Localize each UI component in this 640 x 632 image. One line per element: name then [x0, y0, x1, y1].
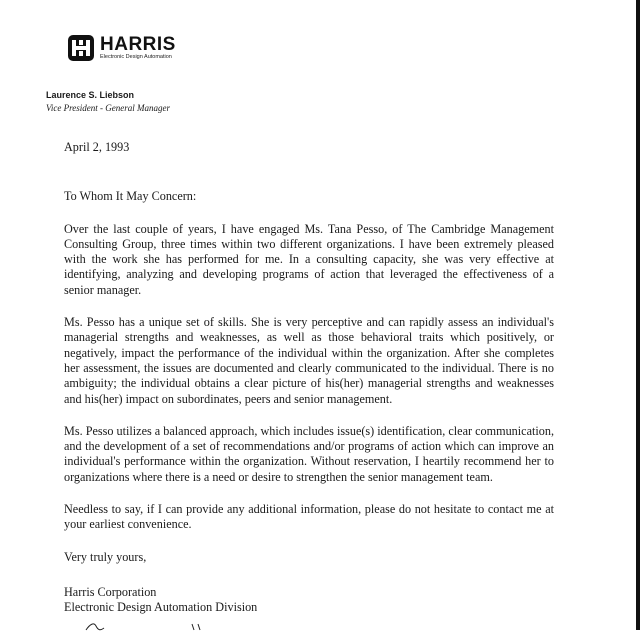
salutation: To Whom It May Concern: — [64, 189, 197, 204]
scan-edge — [636, 0, 640, 630]
organization: Harris Corporation — [64, 584, 157, 599]
paragraph: Ms. Pesso has a unique set of skills. She is very perceptive and can rapidly assess an individual's managerial strengths and weaknesses, as well as those behavioral traits which positively, or negatively, impact the performance of the individual within the organization. After she completes her assessment, the issues are documented and clearly communicated to the individual. There is no ambiguity; the individual obtains a clear picture of his(her) managerial strengths and weaknesses and his(her) impact on subordinates, peers and senior management. — [64, 315, 554, 406]
harris-logo — [68, 35, 176, 61]
letter-date: April 2, 1993 — [64, 140, 130, 154]
paragraph: Over the last couple of years, I have engaged Ms. Tana Pesso, of The Cambridge Management Consulting Group, three times within two different organizations. I have been extremely pleased with the work she has performed for me. In a consulting capacity, she was very effective at identifying, analyzing and developing programs of action that leveraged the effectiveness of a senior manager. — [64, 221, 554, 297]
organization-division: Electronic Design Automation Division — [64, 600, 258, 615]
sender-block — [46, 89, 170, 115]
harris-logo-mark-icon — [68, 35, 94, 61]
letter-body — [64, 140, 554, 616]
company-division: Electronic Design Automation — [100, 54, 172, 61]
paragraph: Ms. Pesso utilizes a balanced approach, which includes issue(s) identification, clear communication, and the development of a set of recommendations and/or programs of action which can improve an individual's performance within the organization. Without reservation, I heartily recommend her to organizations where there is a need or desire to strengthen the senior management team. — [64, 423, 554, 484]
sender-name: Laurence S. Liebson — [46, 90, 135, 100]
closing: Very truly yours, — [64, 549, 147, 564]
company-name: HARRIS — [100, 34, 176, 56]
paragraph: Needless to say, if I can provide any additional information, please do not hesitate to contact me at your earliest convenience. — [64, 502, 554, 532]
sender-title: Vice President - General Manager — [46, 103, 170, 113]
